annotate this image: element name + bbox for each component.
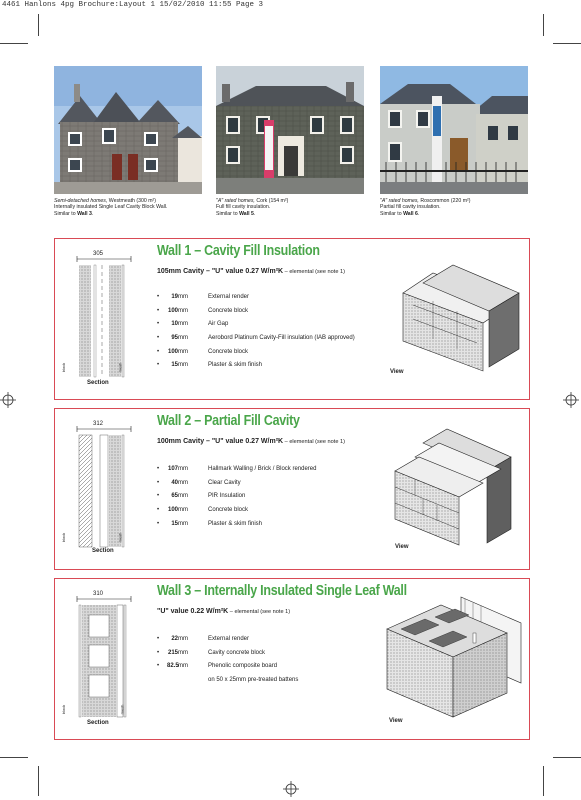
wall-2-view-drawing <box>393 423 523 547</box>
crop-mark <box>0 757 28 758</box>
item-text: Plaster & skim finish <box>208 520 263 527</box>
list-item: • 15mm Plaster & skim finish <box>157 359 355 373</box>
caption-line2: Internally insulated Single Leaf Cavity Block Wall. <box>54 204 168 211</box>
item-unit: mm <box>178 663 188 670</box>
caption-line2: Partial fill cavity insulation. <box>380 204 441 211</box>
item-unit: mm <box>178 335 188 342</box>
list-item: • 19mm External render <box>157 291 355 305</box>
caption-italic: "A" rated homes, <box>380 198 419 204</box>
list-item: • 107mm Hallmark Walling / Brick / Block rendered <box>157 463 316 477</box>
crop-mark <box>543 766 544 796</box>
item-text: External render <box>208 636 250 642</box>
wall-1-left-tag: block <box>61 362 67 373</box>
item-text-continued: on 50 x 25mm pre-treated battens <box>208 677 299 684</box>
caption-line3-bold: Wall 5 <box>239 210 254 217</box>
wall-1-right-tag: mesh <box>117 362 123 373</box>
wall-1-dimension: 305 <box>93 251 104 257</box>
item-text: Concrete block <box>208 507 249 514</box>
caption-line3-pre: Similar to <box>216 210 240 217</box>
item-value: 100 <box>167 507 178 514</box>
item-value: 100 <box>167 348 178 355</box>
wall-1-panel <box>54 238 530 400</box>
crop-mark <box>553 43 581 44</box>
list-item: • 82.5mm Phenolic composite board <box>157 660 298 674</box>
item-value: 19 <box>171 294 178 300</box>
item-unit: mm <box>178 466 188 472</box>
wall-3-subtitle <box>157 608 290 615</box>
item-text: External render <box>208 294 250 300</box>
caption-line3-bold: Wall 3 <box>77 210 92 217</box>
wall-1-spec-list <box>157 291 355 373</box>
wall-2-uvalue: 100mm Cavity – "U" value 0.27 W/m²K <box>157 438 284 445</box>
wall-2-dimension: 312 <box>93 421 104 427</box>
item-text: Aerobord Platinum Cavity-Fill insulation (IAB approved) <box>208 335 355 342</box>
item-value: 15 <box>171 362 178 369</box>
wall-3-view-drawing <box>381 589 525 721</box>
item-unit: mm <box>178 649 188 656</box>
item-text: Cavity concrete block <box>208 649 266 656</box>
wall-1-note: – elemental (see note 1) <box>283 269 345 275</box>
crop-mark <box>553 757 581 758</box>
item-value: 107 <box>167 466 178 472</box>
item-value: 215 <box>167 649 178 656</box>
item-text: Clear Cavity <box>208 479 241 486</box>
wall-1-uvalue: 105mm Cavity – "U" value 0.27 W/m²K <box>157 268 284 275</box>
item-value: 65 <box>171 493 178 500</box>
caption-line3-pre: Similar to <box>380 210 404 217</box>
item-value: 40 <box>171 479 178 486</box>
item-unit: mm <box>178 348 188 355</box>
wall-1-subtitle <box>157 268 345 275</box>
wall-2-view-label: View <box>395 544 409 550</box>
caption-line3-bold: Wall 6 <box>403 210 418 217</box>
item-unit: mm <box>178 493 188 500</box>
wall-2-left-tag: block <box>61 532 67 543</box>
wall-2-note: – elemental (see note 1) <box>283 439 345 445</box>
wall-1-title: Wall 1 – Cavity Fill Insulation <box>157 243 320 259</box>
wall-3-dimension: 310 <box>93 591 104 597</box>
wall-2-subtitle <box>157 438 345 445</box>
caption-italic: Semi-detached homes, <box>54 198 108 204</box>
wall-1-section-label: Section <box>87 380 109 386</box>
item-text: Concrete block <box>208 307 249 314</box>
item-unit: mm <box>178 507 188 514</box>
caption-rest: Roscommon (220 m²) <box>418 198 471 204</box>
wall-3-title: Wall 3 – Internally Insulated Single Leaf Wall <box>157 583 407 599</box>
item-value: 15 <box>171 520 178 527</box>
caption-rest: Cork (154 m²) <box>254 198 289 204</box>
item-value: 95 <box>171 335 178 342</box>
caption-line3-post: . <box>91 210 94 217</box>
list-item: • 15mm Plaster & skim finish <box>157 518 316 532</box>
item-unit: mm <box>178 479 188 486</box>
wall-1-view-label: View <box>390 369 404 375</box>
wall-3-panel <box>54 578 530 740</box>
wall-3-uvalue: "U" value 0.22 W/m²K <box>157 608 229 615</box>
list-item <box>157 674 298 688</box>
item-unit: mm <box>178 307 188 314</box>
photo-caption-westmeath <box>54 198 204 217</box>
wall-2-spec-list <box>157 463 316 531</box>
item-unit: mm <box>178 321 188 328</box>
photo-caption-roscommon <box>380 198 530 217</box>
list-item: • 10mm Air Gap <box>157 318 355 332</box>
registration-mark-icon <box>563 392 579 408</box>
crop-mark <box>38 14 39 36</box>
wall-2-right-tag: mesh <box>117 532 123 543</box>
registration-mark-icon <box>0 392 16 408</box>
item-text: PIR Insulation <box>208 493 246 500</box>
wall-2-panel <box>54 408 530 570</box>
wall-3-spec-list <box>157 633 298 688</box>
caption-line2: Full fill cavity insulation. <box>216 204 271 211</box>
wall-2-title: Wall 2 – Partial Fill Cavity <box>157 413 300 429</box>
wall-3-right-tag: mesh <box>119 704 125 715</box>
crop-mark <box>38 766 39 796</box>
item-value: 82.5 <box>167 663 179 670</box>
item-value: 22 <box>171 636 178 642</box>
photo-westmeath-homes <box>54 66 202 194</box>
wall-1-view-drawing <box>393 253 523 373</box>
list-item: • 95mm Aerobord Platinum Cavity-Fill insulation (IAB approved) <box>157 332 355 346</box>
item-text: Phenolic composite board <box>208 663 278 670</box>
photo-roscommon-homes <box>380 66 528 194</box>
item-text: Plaster & skim finish <box>208 362 263 369</box>
list-item: • 215mm Cavity concrete block <box>157 647 298 661</box>
caption-line3-post: . <box>253 210 256 217</box>
item-unit: mm <box>178 362 188 369</box>
crop-mark <box>0 43 28 44</box>
item-unit: mm <box>178 636 188 642</box>
wall-3-left-tag: block <box>61 704 67 715</box>
list-item: • 100mm Concrete block <box>157 346 355 360</box>
item-text: Concrete block <box>208 348 249 355</box>
wall-2-section-drawing <box>69 421 139 549</box>
item-value: 10 <box>171 321 178 328</box>
wall-2-section-label: Section <box>92 548 114 554</box>
item-text: Air Gap <box>208 321 229 328</box>
caption-rest: Westmeath (300 m²) <box>107 198 156 204</box>
wall-1-section-drawing <box>69 251 139 379</box>
crop-mark <box>543 14 544 36</box>
photo-cork-homes <box>216 66 364 194</box>
list-item: • 22mm External render <box>157 633 298 647</box>
wall-3-note: – elemental (see note 1) <box>228 609 291 615</box>
wall-3-view-label: View <box>389 718 403 724</box>
item-unit: mm <box>178 520 188 527</box>
caption-italic: "A" rated homes, <box>216 198 255 204</box>
item-text: Hallmark Walling / Brick / Block rendered <box>208 466 317 472</box>
item-value: 100 <box>167 307 178 314</box>
list-item: • 40mm Clear Cavity <box>157 477 316 491</box>
wall-3-section-label: Section <box>87 720 109 726</box>
list-item: • 100mm Concrete block <box>157 504 316 518</box>
wall-3-section-drawing <box>69 593 139 719</box>
list-item: • 100mm Concrete block <box>157 305 355 319</box>
item-unit: mm <box>178 294 188 300</box>
print-slug: 4461 Hanlons 4pg Brochure:Layout 1 15/02/2010 11:55 Page 3 <box>2 1 264 9</box>
caption-line3-post: . <box>417 210 420 217</box>
list-item: • 65mm PIR Insulation <box>157 490 316 504</box>
photo-caption-cork <box>216 198 366 217</box>
registration-mark-icon <box>283 781 299 797</box>
caption-line3-pre: Similar to <box>54 210 78 217</box>
